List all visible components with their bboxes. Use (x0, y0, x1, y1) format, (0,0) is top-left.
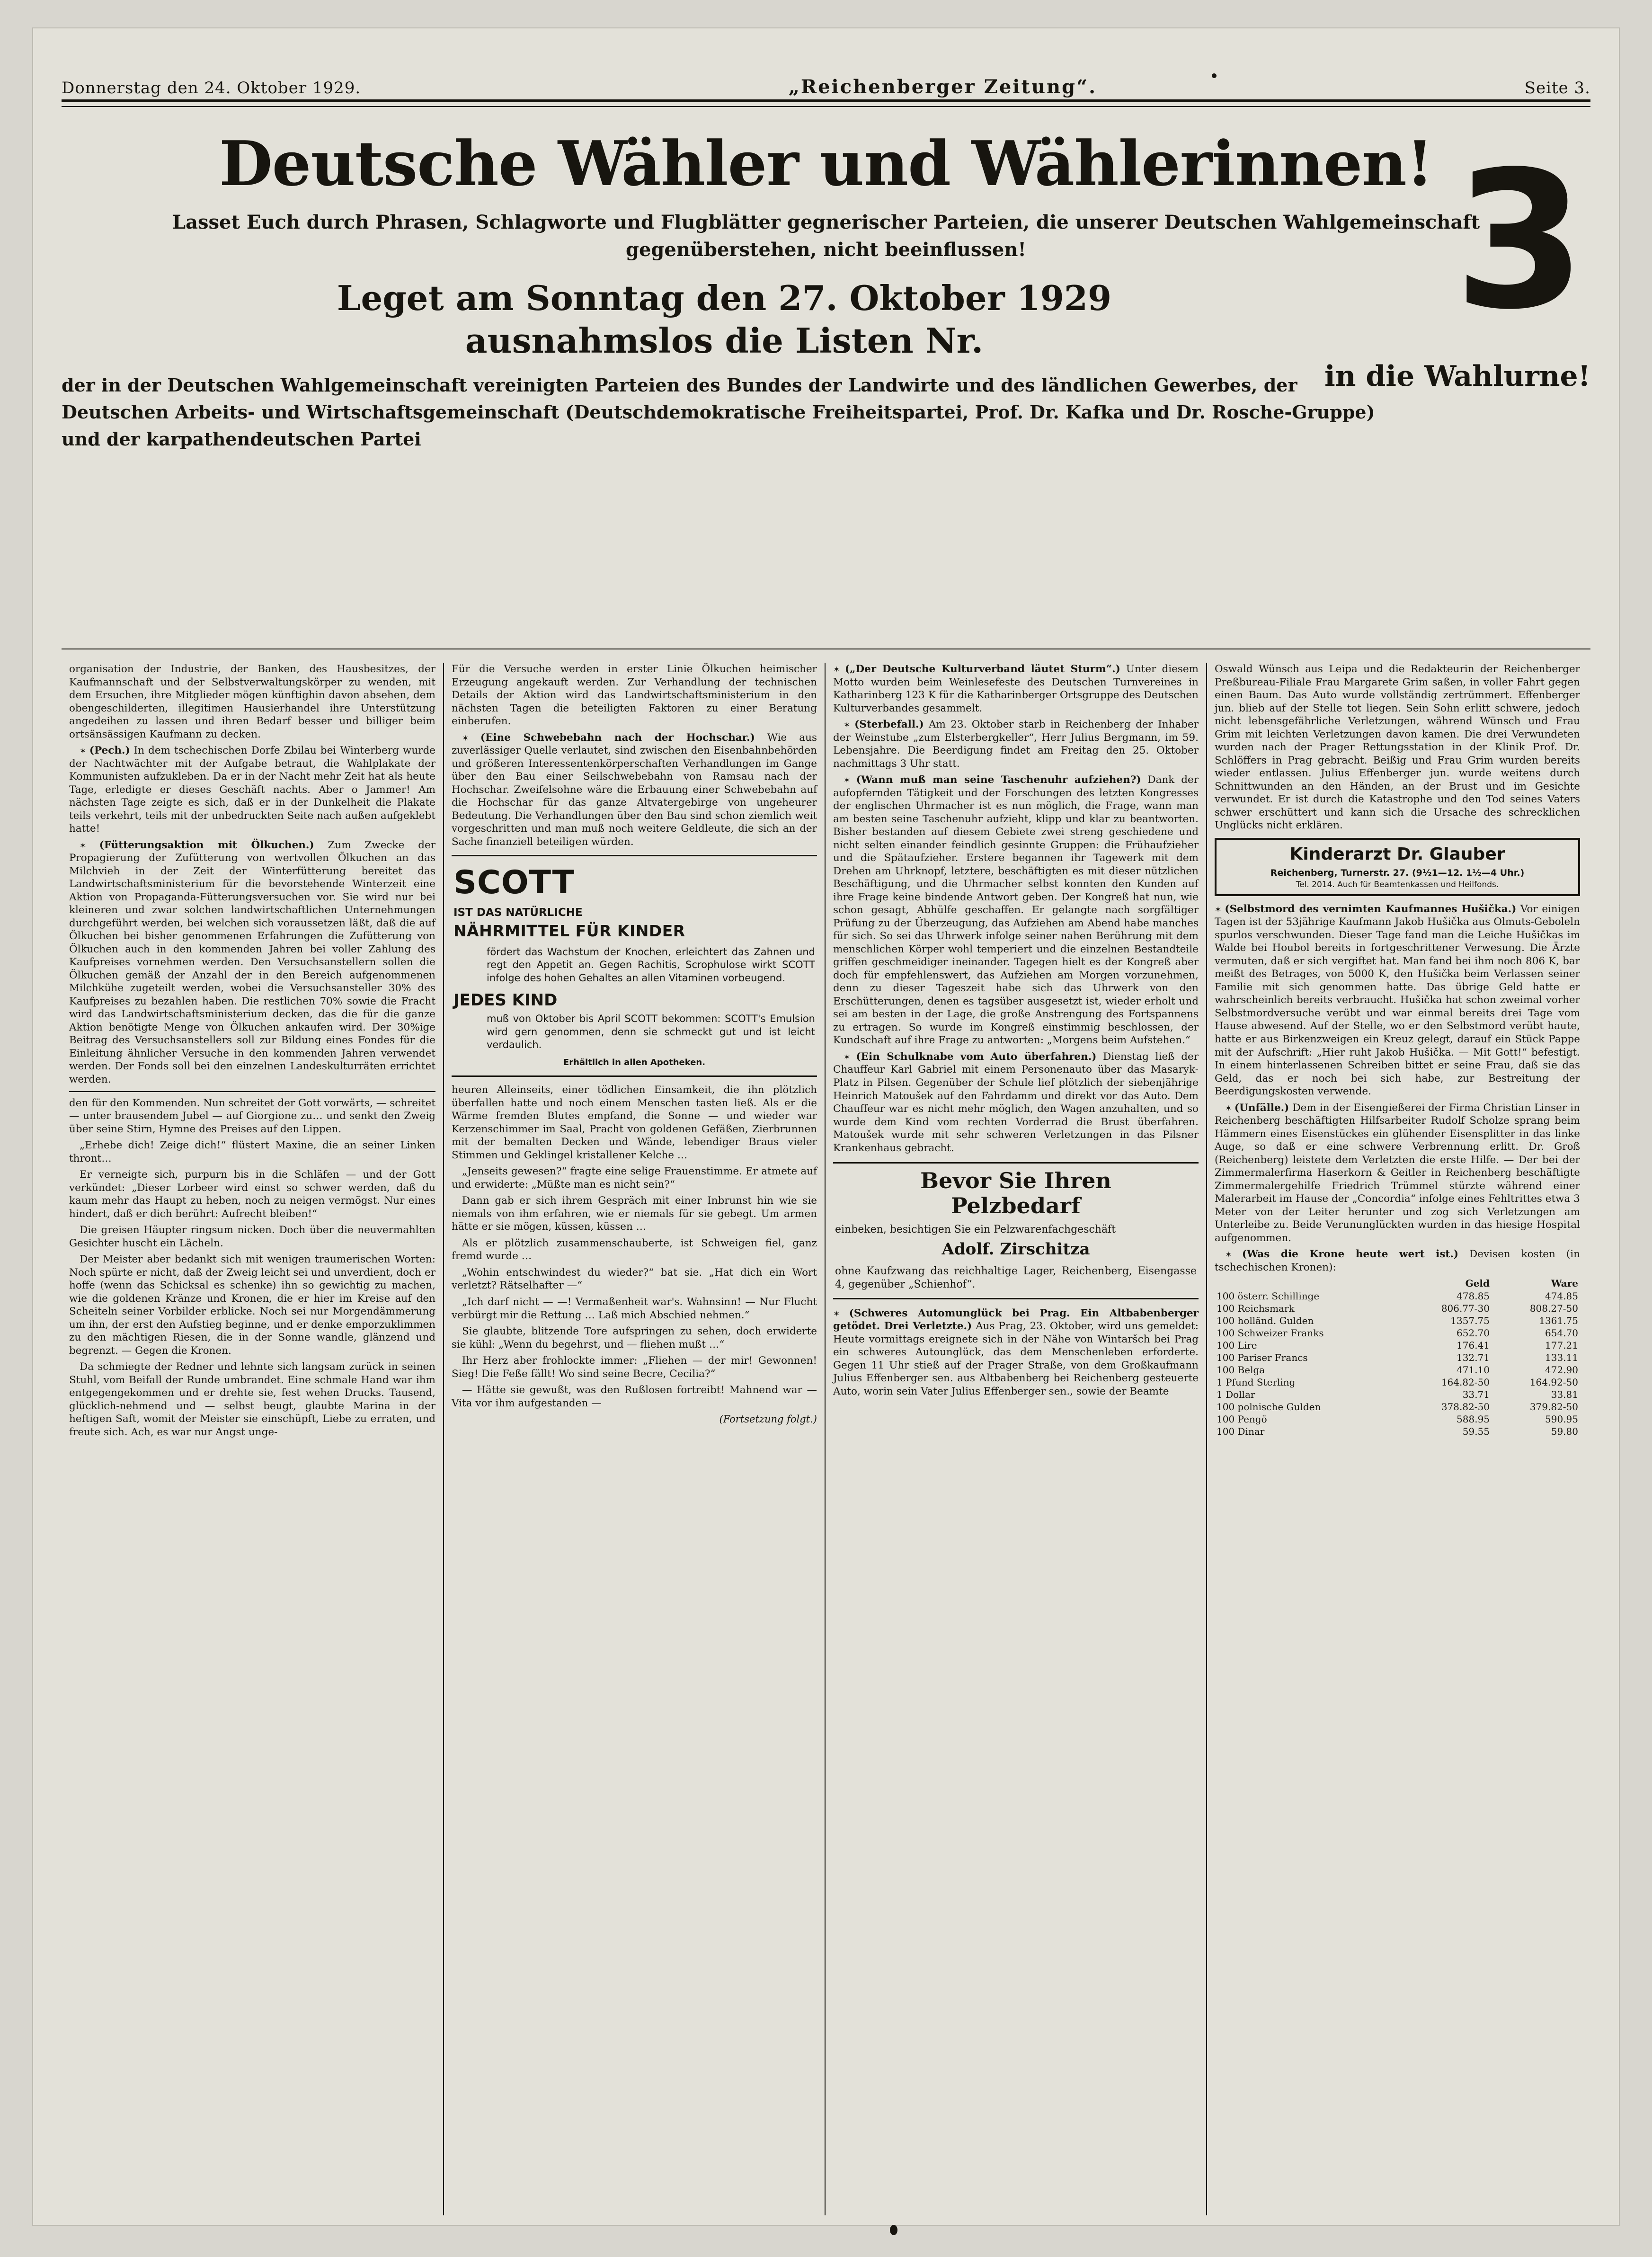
election-subline: Lasset Euch durch Phrasen, Schlagworte und Flugblätter gegnerischer Parteien, die unserer Deutschen Wahlgemeinschaft gegenüberstehen, nicht beeinflussen! (172, 211, 1480, 261)
paragraph-text: Dienstag ließ der Chauffeur Karl Gabriel mit einem Personenauto über das Masaryk-Platz in Pilsen. Gegenüber der Schule lief plötzlich der siebenjährige Heinrich Matoušek auf den Fahrdamm und direkt vor das Auto. Dem Chauffeur war es nicht mehr möglich, den Wagen anzuhalten, und so wurde dem Kind vom rechten Vorderrad die Brust überfahren. Matoušek wurde mit sehr schweren Verletzungen in das Pilsner Krankenhaus gebracht. (833, 1050, 1199, 1154)
masthead-date: Donnerstag den 24. Oktober 1929. (62, 79, 361, 98)
col-header-ware: Ware (1551, 1278, 1578, 1289)
scott-brand: SCOTT (453, 864, 575, 902)
rate-geld: 176.41 (1457, 1339, 1490, 1351)
table-row (1215, 1388, 1580, 1401)
paragraph: Oswald Wünsch aus Leipa und die Redakteurin der Reichenberger Preßbureau-Filiale Frau Margarete Grim saßen, in voller Fahrt gegen einen Baum. Das Auto wurde vollständig zertrümmert. Effenberger jun. blieb auf der Stelle tot liegen. Sein Sohn erlitt schwere, jedoch nicht lebensgefährliche Verletzungen, während Wünsch und Frau Grim mit leichten Verletzungen davon kamen. Die drei Verwundeten wurden nach der Prager Rettungsstation in der Klinik Prof. Dr. Schlöffers in Prag gebracht. Beißig und Frau Grim wurden bereits wieder entlassen. Julius Effenberger jun. wurde weitens durch Schnittwunden an den Händen, an der Brust und im Gesichte verwundet. Er ist durch die Katastrophe und den Tod seines Vaters schwer erschüttert und kann sich die Ursache des schrecklichen Unglücks nicht erklären. (1215, 663, 1580, 832)
paragraph-text: In dem tschechischen Dorfe Zbilau bei Winterberg wurde der Nachtwächter mit der Aufgabe betraut, die Wahlplakate der Kommunisten aufzukleben. Da er in der Nacht mehr Zeit hat als heute Tage, erledigte er dieses Geschäft nachts. Aber o Jammer! Am nächsten Tage zeigte es sich, daß er in der Dunkelheit die Plakate teils verkehrt, teils mit der unbedruckten Seite nach außen aufgeklebt hatte! (69, 745, 435, 835)
kinderarzt-telephone: Tel. 2014. Auch für Beamtenkassen und Heilfonds. (1296, 880, 1499, 890)
pelz-advertisement (833, 1162, 1199, 1299)
paragraph-lead: (Selbstmord des vernimten Kaufmannes Hušička.) (1225, 903, 1517, 915)
paragraph-text: Aus Prag, 23. Oktober, wird uns gemeldet: Heute vormittags ereignete sich in der Nähe von Wintaršch bei Prag ein schweres Autounglück, das dem Menschenleben erforderte. Gegen 11 Uhr stieß auf der Prager Straße, von dem Großkaufmann Julius Effenberger sen. aus Altbabenberg bei Reichenberg gesteuerte Auto, worin sein Vater Julius Effenberger sen., sowie der Beamte (833, 1320, 1199, 1397)
table-row (1215, 1327, 1580, 1339)
rate-ware: 33.81 (1551, 1388, 1578, 1400)
paragraph-oelkuchen (69, 839, 435, 1086)
article-columns (62, 663, 1590, 2215)
scott-text-2: muß von Oktober bis April SCOTT bekommen: SCOTT's Emulsion wird gern genommen, denn sie schmeckt gut und ist leicht verdaulich. (487, 1013, 815, 1050)
rate-ware: 59.80 (1551, 1425, 1578, 1437)
pelz-text-2: ohne Kaufzwang das reichhaltige Lager, Reichenberg, Eisengasse 4, gegenüber „Schienhof“. (835, 1265, 1197, 1290)
paragraph-pech (69, 744, 435, 835)
scott-footer: Erhältlich in allen Apotheken. (563, 1057, 706, 1068)
masthead-paper-title: „Reichenberger Zeitung“. (788, 76, 1097, 98)
column-divider (69, 1091, 435, 1092)
election-list-number: 3 (1454, 131, 1586, 351)
paragraph-text: Vor einigen Tagen ist der 53jährige Kaufmann Jakob Hušička aus Olmuts-Geboleln spurlos verschwunden. Dieser Tage fand man die Leiche Hušičkas im Walde bei Houbol bereits in fortgeschrittener Verwesung. Die Ärzte vermuten, daß er sich vergiftet hat. Man fand bei ihm noch 806 K, bar meißt des Betrages, von 5000 K, den Hušička beim Verlassen seiner Familie mit sich genommen hatte. Das übrige Geld hatte er wahrscheinlich bereits verbraucht. Hušička hat schon zweimal vorher Selbstmordversuche verübt und war einmal bereits drei Tage vom Hause abwesend. Auf der Stelle, wo er den Selbstmord verübt haute, hatte er aus Birkenzweigen ein Kreuz gelegt, darauf ein Stück Pappe mit der Aufschrift: „Hier ruht Jakob Hušička. — Mit Gott!“ befestigt. In einem hinterlassenen Schreiben bittet er seine Frau, daß sie das Geld, das er noch bei sich habe, zur Bestreitung der Beerdigungskosten verwende. (1215, 903, 1580, 1098)
table-row (1215, 1351, 1580, 1364)
rate-ware: 654.70 (1545, 1327, 1578, 1339)
paragraph: heuren Alleinseits, einer tödlichen Einsamkeit, die ihn plötzlich überfallen hatte und noch einem Menschen tasten ließ. Als er die Wärme fremden Blutes empfand, die Sonne — und wieder war Kerzenschimmer im Saal, Pracht von goldenen Gefäßen, Zierbrunnen mit der bemalten Decken und Wände, lebendiger Braus vieler Stimmen und Geklingel kristallener Kelche … (452, 1084, 817, 1161)
paragraph-lead: (Schweres Automunglück bei Prag. Ein Altbabenberger getödet. Drei Verletzte.) (833, 1307, 1199, 1333)
rate-geld: 164.82-50 (1441, 1376, 1490, 1388)
paragraph-unfaelle (1215, 1102, 1580, 1245)
paragraph-selbstmord (1215, 903, 1580, 1098)
scott-advertisement (452, 855, 817, 1077)
column-2 (443, 663, 825, 2215)
rate-ware: 177.21 (1545, 1339, 1578, 1351)
paragraph: Der Meister aber bedankt sich mit wenigen traumerischen Worten: Noch spürte er nicht, daß der Zweig leicht sei und unverdient, doch er hoffe (wenn das Schicksal es schenke) ihn so gewichtig zu machen, wie die goldenen Kränze und Kronen, die er hier im Kreise auf den Scheiteln seiner Vorbilder erblicke. Noch sei nur Morgendämmerung um ihn, der erst den Aufstieg beginne, und er denke emporzuklimmen zu den mächtigen Riesen, die in der Sonne wandle, glänzend und begrenzt. — Gegen die Kronen. (69, 1253, 435, 1357)
paragraph: „Wohin entschwindest du wieder?“ bat sie. „Hat dich ein Wort verletzt? Rätselhafter —“ (452, 1266, 817, 1292)
masthead-rule-top (62, 99, 1590, 102)
paragraph: Er verneigte sich, purpurn bis in die Schläfen — und der Gott verkündet: „Dieser Lorbeer wird einst so schwer werden, daß du kaum mehr das Haupt zu heben, noch zu neigen vermögst. Nur eines hindert, daß er dich berührt: Aufrecht bleiben!“ (69, 1169, 435, 1220)
kinderarzt-name: Kinderarzt Dr. Glauber (1289, 844, 1505, 864)
currency-name: 100 Lire (1217, 1339, 1257, 1351)
paragraph-lead: (Unfälle.) (1234, 1102, 1289, 1114)
paragraph: Dann gab er sich ihrem Gespräch mit einer Inbrunst hin wie sie niemals von ihm erfahren, wie er niemals für sie gebegt. Um armen hätte er sie mögen, küssen, küssen … (452, 1195, 817, 1233)
scan-speck (890, 2225, 897, 2235)
kinderarzt-advertisement (1215, 838, 1580, 896)
paragraph: — Hätte sie gewußt, was den Rußlosen fortreibt! Mahnend war — Vita vor ihm aufgestanden — (452, 1384, 817, 1409)
paragraph: Als er plötzlich zusammenschauberte, ist Schweigen fiel, ganz fremd wurde … (452, 1237, 817, 1262)
table-row (1215, 1302, 1580, 1315)
table-row (1215, 1290, 1580, 1302)
paragraph: den für den Kommenden. Nun schreitet der Gott vorwärts, — schreitet — unter brausendem Jubel — auf Giorgione zu… und senkt den Zweig über seine Stirn, Hymne des Preises auf den Lippen. (69, 1097, 435, 1135)
paragraph-text: Zum Zwecke der Propagierung der Zufütterung von wertvollen Ölkuchen an das Milchvieh in der Zeit der Winterfütterung bereitet das Landwirtschaftsministerium für die bevorstehende Winterzeit eine Aktion von Propaganda-Fütterungsversuchen vor. Sie wird nur bei kleineren und zwar solchen landwirtschaftlichen Unternehmungen durchgeführt werden, bei welchen sich voraussetzen läßt, daß die auf Ölkuchen bei bisher genommenen Erfahrungen die Zufütterung von Ölkuchen auch in den kommenden Jahren bei voller Zahlung des Kaufpreises vornehmen werden. Den Versuchsanstellern sollen die Ölkuchen gemäß der Anzahl der in den Bereich aufgenommenen Milchkühe zugeteilt werden, wobei die Versuchsansteller 30% des Kaufpreises zu bezahlen haben. Die restlichen 70% sowie die Fracht wird das Landwirtschaftsministerium decken, das die für die ganze Aktion benötigte Menge von Ölkuchen ankaufen wird. Der 30%ige Beitrag des Versuchsanstellers soll zur Bildung eines Fondes für die Einleitung ähnlicher Versuche in den kommenden Jahren verwendet werden. Der Fonds soll bei den einzelnen Landeskulturräten errichtet werden. (69, 839, 435, 1085)
paragraph: Die greisen Häupter ringsum nicken. Doch über die neuvermahlten Gesichter huscht ein Lächeln. (69, 1224, 435, 1249)
election-call-line-1: Leget am Sonntag den 27. Oktober 1929 (337, 277, 1112, 318)
rate-ware: 590.95 (1545, 1413, 1578, 1425)
currency-name: 100 österr. Schillinge (1217, 1290, 1320, 1302)
paragraph-lead: („Der Deutsche Kulturverband läutet Sturm“.) (844, 663, 1120, 675)
paragraph: „Erhebe dich! Zeige dich!“ flüstert Maxine, die an seiner Linken thront… (69, 1139, 435, 1164)
paragraph-text: Unter diesem Motto wurden beim Weinlesefeste des Deutschen Turnvereines in Katharinberg 123 K für die Katharinberger Ortsgruppe des Deutschen Kulturverbandes gesammelt. (833, 663, 1199, 714)
currency-name: 1 Pfund Sterling (1217, 1376, 1296, 1388)
election-call-line-2: ausnahmslos die Listen Nr. (465, 320, 984, 361)
paragraph-lead: (Ein Schulknabe vom Auto überfahren.) (856, 1050, 1097, 1063)
column-3 (825, 663, 1206, 2215)
election-advertisement (62, 123, 1590, 453)
paragraph-schwebebahn (452, 731, 817, 849)
paragraph: Da schmiegte der Redner und lehnte sich langsam zurück in seinen Stuhl, vom Beifall der Runde umbrandet. Eine schmale Hand war ihm entgegengekommen und er drehte sie, fest wehen Drucks. Tausend, glücklich-nehmend und — selbst beugt, glaubte Marina in der heftigen Saft, womit der Meister sie einschüpft, Liebe zu erraten, und freute sich. Ach, es war nur Angst unge- (69, 1361, 435, 1438)
scan-speck (1212, 73, 1217, 78)
rate-geld: 652.70 (1457, 1327, 1490, 1339)
paragraph-schulknabe (833, 1050, 1199, 1155)
paragraph: „Jenseits gewesen?“ fragte eine selige Frauenstimme. Er atmete auf und erwiderte: „Müßte man es nicht sein?“ (452, 1165, 817, 1191)
currency-rates-table (1215, 1278, 1580, 1438)
scott-text-1: fördert das Wachstum der Knochen, erleichtert das Zahnen und regt den Appetit an. Gegen Rachitis, Scrophulose wirkt SCOTT infolge des hohen Gehaltes an allen Vitaminen vorbeugend. (487, 946, 815, 984)
rate-geld: 588.95 (1457, 1413, 1490, 1425)
table-row (1215, 1376, 1580, 1388)
paragraph-text: Devisen kosten (in tschechischen Kronen): (1215, 1248, 1580, 1273)
election-body-text: der in der Deutschen Wahlgemeinschaft vereinigten Parteien des Bundes der Landwirte und des ländlichen Gewerbes, der Deutschen Arbeits- und Wirtschaftsgemeinschaft (Deutschdemokratische Freiheitspartei, Prof. Dr. Kafka und Dr. Rosche-Gruppe) und der karpathendeutschen Partei (62, 374, 1375, 450)
currency-name: 100 Reichsmark (1217, 1302, 1295, 1314)
masthead (62, 76, 1590, 98)
scott-line-3: JEDES KIND (453, 990, 558, 1010)
table-row (1215, 1364, 1580, 1376)
rate-geld: 471.10 (1457, 1364, 1490, 1376)
currency-name: 100 holländ. Gulden (1217, 1315, 1314, 1326)
currency-name: 100 polnische Gulden (1217, 1401, 1321, 1413)
currency-name: 100 Pengö (1217, 1413, 1267, 1425)
masthead-rule-bottom (62, 106, 1590, 107)
currency-name: 100 Dinar (1217, 1425, 1265, 1437)
newspaper-sheet (33, 28, 1619, 2225)
election-headline: Deutsche Wähler und Wählerinnen! (219, 127, 1433, 200)
paragraph-lead: (Eine Schwebebahn nach der Hochschar.) (480, 731, 755, 744)
pelz-text: einbeken, besichtigen Sie ein Pelzwarenfachgeschäft (835, 1223, 1116, 1235)
kinderarzt-address: Reichenberg, Turnerstr. 27. (9½1—12. 1½—4 Uhr.) (1270, 867, 1525, 878)
paragraph: Für die Versuche werden in erster Linie Ölkuchen heimischer Erzeugung angekauft werden. Zur Verhandlung der technischen Details der Aktion wird das Landwirtschaftsministerium in den nächsten Tagen die beteiligten Faktoren zu einer Beratung einberufen. (452, 663, 817, 728)
column-4 (1206, 663, 1588, 2215)
currency-name: 1 Dollar (1217, 1388, 1255, 1400)
scott-line-1: IST DAS NATÜRLICHE (453, 906, 583, 919)
table-row (1215, 1401, 1580, 1413)
paragraph-lead: (Sterbefall.) (854, 719, 924, 731)
column-1 (62, 663, 443, 2215)
paragraph-text: Wie aus zuverlässiger Quelle verlautet, sind zwischen den Eisenbahnbehörden und größeren Interessentenkörperschaften Verhandlungen im Gange über den Bau einer Seilschwebebahn von Ramsau nach der Hochschar. Zweifelsohne wäre die Erbauung einer Schwebebahn auf die Hochschar für das ganze Altvatergebirge von ungeheurer Bedeutung. Die Verhandlungen über den Bau sind schon ziemlich weit vorgeschritten und man muß noch weitere Geldleute, die sich an der Sache finanziell beteiligen würden. (452, 731, 817, 848)
rate-ware: 1361.75 (1539, 1315, 1578, 1326)
table-row (1215, 1339, 1580, 1351)
table-row (1215, 1425, 1580, 1438)
paragraph: „Ich darf nicht — —! Vermaßenheit war's. Wahnsinn! — Nur Flucht verbürgt mir die Rettung … Laß mich Abschied nehmen.“ (452, 1296, 817, 1321)
table-row (1215, 1413, 1580, 1425)
rate-geld: 806.77-30 (1441, 1302, 1490, 1314)
paragraph: organisation der Industrie, der Banken, des Hausbesitzes, der Kaufmannschaft und der Selbstverwaltungskörper zu wenden, mit dem Ersuchen, ihre Mitglieder mögen künftighin davon absehen, dem obengeschilderten, illegitimen Hausierhandel ihre Unterstützung angedeihen zu lassen und ihren Bedarf besser und billiger beim ortsänsässigen Kaufmann zu decken. (69, 663, 435, 740)
paragraph-lead: (Pech.) (89, 745, 130, 757)
paragraph-lead: (Fütterungsaktion mit Ölkuchen.) (99, 839, 314, 851)
pelz-title-1: Bevor Sie Ihren (920, 1168, 1111, 1194)
rate-geld: 478.85 (1457, 1290, 1490, 1302)
rate-ware: 379.82-50 (1529, 1401, 1578, 1413)
paragraph-sterbefall (833, 718, 1199, 770)
paragraph-text: Am 23. Oktober starb in Reichenberg der Inhaber der Weinstube „zum Elsterbergkeller“, Herr Julius Bergmann, im 59. Lebensjahre. Die Beerdigung findet am Freitag den 25. Oktober nachmittags 3 Uhr statt. (833, 719, 1199, 770)
rate-ware: 133.11 (1545, 1351, 1578, 1363)
rate-ware: 472.90 (1545, 1364, 1578, 1376)
rate-geld: 59.55 (1462, 1425, 1490, 1437)
table-row (1215, 1315, 1580, 1327)
rate-ware: 164.92-50 (1529, 1376, 1578, 1388)
currency-name: 100 Pariser Francs (1217, 1351, 1308, 1363)
currency-name: 100 Schweizer Franks (1217, 1327, 1324, 1339)
rate-geld: 1357.75 (1450, 1315, 1490, 1326)
paragraph-taschenuhr (833, 773, 1199, 1047)
paragraph-lead: (Wann muß man seine Taschenuhr aufziehen?) (856, 774, 1141, 786)
scott-line-2: NÄHRMITTEL FÜR KINDER (453, 921, 685, 940)
pelz-title-2: Pelzbedarf (951, 1192, 1081, 1218)
col-header-geld: Geld (1465, 1278, 1490, 1289)
election-urne-text: in die Wahlurne! (1324, 360, 1590, 393)
paragraph-autoungluck (833, 1307, 1199, 1398)
pelz-shop-name: Adolf. Zirschitza (941, 1240, 1090, 1259)
paragraph-text: Dem in der Eisengießerei der Firma Christian Linser in Reichenberg beschäftigten Hilfsarbeiter Rudolf Scholze sprang beim Hämmern eines Eisenstückes ein glühender Eisensplitter in das linke Auge, so daß er eine schwere Verbrennung erlitt. Dr. Groß (Reichenberg) leistete dem Verletzten die erste Hilfe. — Der bei der Zimmermalerfirma Haserkorn & Geitler in Reichenberg beschäftigte Zimmermalergehilfe Friedrich Trümmel stürzte während einer Malerarbeit im Hause der „Concordia“ infolge eines Fehltrittes etwa 3 Meter von der Leiter herunter und zog sich Verletzungen am Unterleibe zu. Beide Verununglückten wurden in das hiesige Hospital aufgenommen. (1215, 1102, 1580, 1244)
paragraph: Sie glaubte, blitzende Tore aufspringen zu sehen, doch erwiderte sie kühl: „Wenn du begehrst, und — fliehen mußt …“ (452, 1325, 817, 1351)
paragraph-kronenwert (1215, 1248, 1580, 1274)
paragraph-kulturverband (833, 663, 1199, 715)
rate-geld: 33.71 (1462, 1388, 1490, 1400)
masthead-page-number: Seite 3. (1524, 79, 1590, 98)
rate-ware: 808.27-50 (1529, 1302, 1578, 1314)
paragraph-lead: (Was die Krone heute wert ist.) (1242, 1248, 1459, 1261)
paragraph-text: Dank der aufopfernden Tätigkeit und der Forschungen des letzten Kongresses der englischen Uhrmacher ist es nun möglich, die Frage, wann man am besten seine Taschenuhr aufzieht, klipp und klar zu beantworten. Bisher bestanden auf diesem Gebiete zwei streng geschiedene und nicht selten einander feindlich gesinnte Gruppen: die Frühaufzieher und die Spätaufzieher. Erstere begannen ihr Tagewerk mit dem Drehen am Uhrknopf, letztere, beschäftigten es mit dieser nützlichen Beschäftigung, und die Uhrmacher selbst konnten den Kunden auf ihre Frage keine bindende Antwort geben. Der Kongreß hat nun, wie schon gesagt, Abhülfe geschaffen. Er gelangte nach sorgfältiger Prüfung zu der Überzeugung, das Aufziehen am Abend habe manches für sich. So sei das Uhrwerk infolge seiner nahen Berührung mit dem menschlichen Körper wohl temperiert und die einzelnen Bestandteile griffen geschmeidiger ineinander. Tagegen hielt es der Kongreß aber doch für empfehlenswert, das Aufziehen am Morgen vorzunehmen, denn zu dieser Tageszeit habe sich das Uhrwerk von den Erschütterungen, denen es tagsüber ausgesetzt ist, wieder erholt und sei am besten in der Lage, die große Anstrengung des Fortspannens zu ertragen. So wurde im Kongreß einstimmig beschlossen, der Kundschaft auf ihre Frage zu antworten: „Morgens beim Aufstehen.“ (833, 774, 1199, 1047)
table-header-row (1215, 1278, 1580, 1290)
paragraph: Ihr Herz aber frohlockte immer: „Fliehen — der mir! Gewonnen! Sieg! Die Feße fällt! Wo sind seine Becre, Cecilia?“ (452, 1355, 817, 1380)
rate-geld: 132.71 (1457, 1351, 1490, 1363)
serial-continuation-note: (Fortsetzung folgt.) (719, 1413, 817, 1425)
rate-geld: 378.82-50 (1441, 1401, 1490, 1413)
rate-ware: 474.85 (1545, 1290, 1578, 1302)
currency-name: 100 Belga (1217, 1364, 1265, 1376)
col-header-currency (1215, 1278, 1403, 1290)
